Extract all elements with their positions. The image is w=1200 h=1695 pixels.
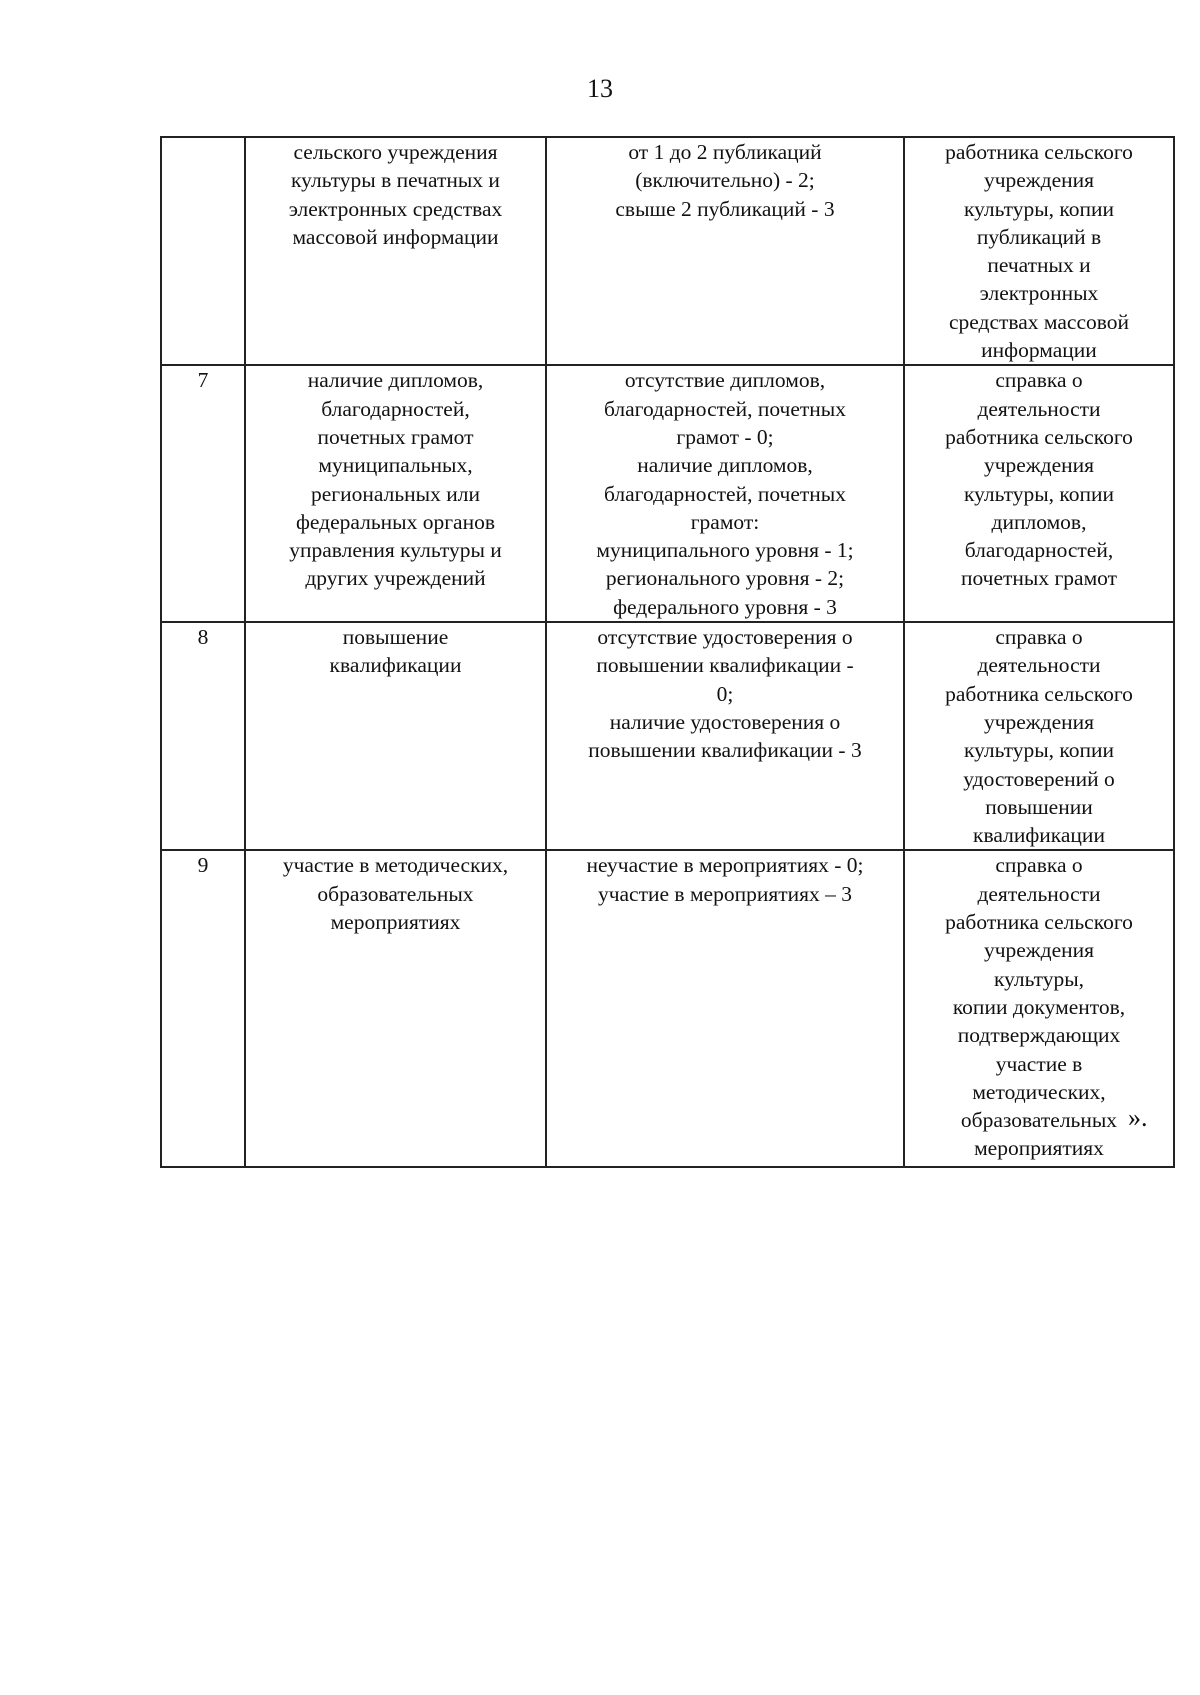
document-cell: справка о деятельности работника сельского учреждения культуры, копии дипломов, благодарностей, почетных грамот xyxy=(904,365,1174,622)
document-cell: работника сельского учреждения культуры, копии публикаций в печатных и электронных средствах массовой информации xyxy=(904,137,1174,365)
row-number-cell: 9 xyxy=(161,850,245,1167)
table-row xyxy=(161,850,1174,1167)
table-row xyxy=(161,365,1174,622)
score-cell: от 1 до 2 публикаций (включительно) - 2; свыше 2 публикаций - 3 xyxy=(546,137,904,365)
closing-quote: ». xyxy=(1128,1103,1148,1132)
table-row xyxy=(161,137,1174,365)
criteria-table xyxy=(160,136,1175,1168)
document-cell: справка о деятельности работника сельского учреждения культуры, копии документов, подтверждающих участие в методических, образовательных мероприятиях xyxy=(904,850,1174,1167)
criterion-cell: повышение квалификации xyxy=(245,622,546,850)
score-cell: отсутствие удостоверения о повышении квалификации - 0; наличие удостоверения о повышении квалификации - 3 xyxy=(546,622,904,850)
row-number-cell xyxy=(161,137,245,365)
score-cell: отсутствие дипломов, благодарностей, почетных грамот - 0; наличие дипломов, благодарностей, почетных грамот: муниципального уровня - 1; регионального уровня - 2; федерального уровня - 3 xyxy=(546,365,904,622)
criterion-cell: сельского учреждения культуры в печатных и электронных средствах массовой информации xyxy=(245,137,546,365)
criterion-cell: наличие дипломов, благодарностей, почетных грамот муниципальных, региональных или федеральных органов управления культуры и других учреждений xyxy=(245,365,546,622)
page-number: 13 xyxy=(587,74,613,103)
row-number-cell: 8 xyxy=(161,622,245,850)
document-cell: справка о деятельности работника сельского учреждения культуры, копии удостоверений о повышении квалификации xyxy=(904,622,1174,850)
criterion-cell: участие в методических, образовательных мероприятиях xyxy=(245,850,546,1167)
table-row xyxy=(161,622,1174,850)
row-number-cell: 7 xyxy=(161,365,245,622)
score-cell: неучастие в мероприятиях - 0; участие в мероприятиях – 3 xyxy=(546,850,904,1167)
